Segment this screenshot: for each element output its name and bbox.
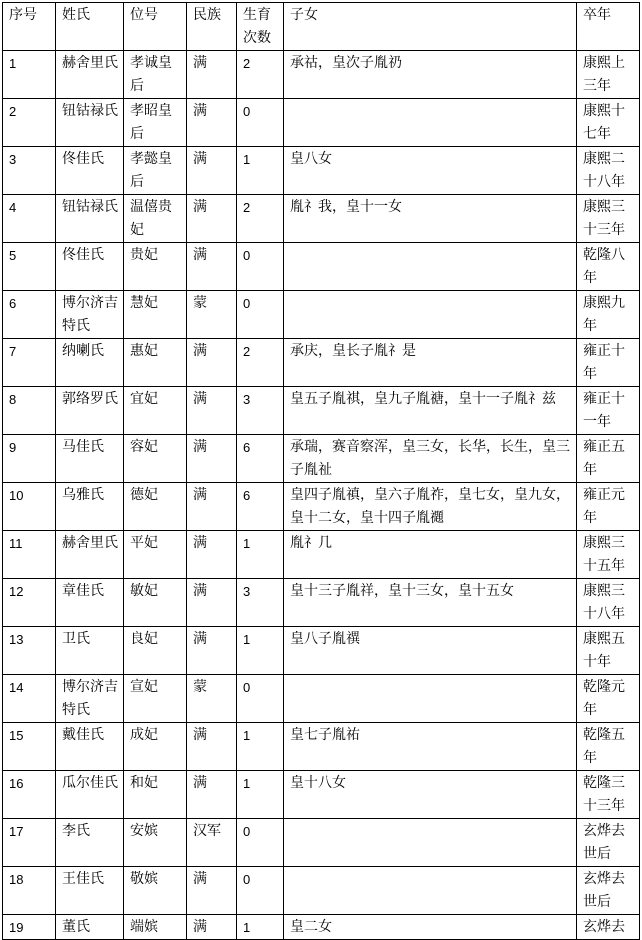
- cell-rank: 敬嫔: [124, 867, 187, 915]
- cell-no: 6: [3, 291, 56, 339]
- cell-surname: 董氏: [56, 915, 124, 940]
- cell-no: 11: [3, 531, 56, 579]
- cell-surname: 钮钴禄氏: [56, 195, 124, 243]
- cell-children: 皇四子胤禛，皇六子胤祚，皇七女，皇九女，皇十二女，皇十四子胤禵: [284, 483, 577, 531]
- cell-died: 康熙三十五年: [577, 531, 640, 579]
- cell-died: 玄烨去世后: [577, 867, 640, 915]
- cell-died: 康熙二十八年: [577, 147, 640, 195]
- cell-births: 1: [237, 915, 284, 940]
- cell-died: 雍正元年: [577, 483, 640, 531]
- table-row: [3, 387, 640, 435]
- cell-no: 4: [3, 195, 56, 243]
- cell-children: 承瑞，赛音察浑，皇三女，长华，长生，皇三子胤祉: [284, 435, 577, 483]
- cell-births: 0: [237, 819, 284, 867]
- cell-ethnicity: 满: [187, 627, 237, 675]
- cell-children: [284, 819, 577, 867]
- cell-no: 12: [3, 579, 56, 627]
- cell-children: 承祜，皇次子胤礽: [284, 51, 577, 99]
- cell-surname: 纳喇氏: [56, 339, 124, 387]
- header-rank: 位号: [124, 3, 187, 51]
- cell-ethnicity: 满: [187, 51, 237, 99]
- cell-children: [284, 99, 577, 147]
- cell-surname: 佟佳氏: [56, 243, 124, 291]
- cell-rank: 孝懿皇后: [124, 147, 187, 195]
- cell-births: 6: [237, 483, 284, 531]
- header-no: 序号: [3, 3, 56, 51]
- cell-died: 康熙三十八年: [577, 579, 640, 627]
- cell-died: 雍正十年: [577, 339, 640, 387]
- header-ethnicity: 民族: [187, 3, 237, 51]
- table-row: [3, 867, 640, 915]
- cell-rank: 孝诚皇后: [124, 51, 187, 99]
- table-row: [3, 51, 640, 99]
- cell-rank: 宣妃: [124, 675, 187, 723]
- header-births: 生育次数: [237, 3, 284, 51]
- cell-ethnicity: 蒙: [187, 291, 237, 339]
- cell-surname: 马佳氏: [56, 435, 124, 483]
- cell-births: 0: [237, 675, 284, 723]
- cell-rank: 容妃: [124, 435, 187, 483]
- cell-rank: 孝昭皇后: [124, 99, 187, 147]
- table-row: [3, 291, 640, 339]
- cell-ethnicity: 满: [187, 435, 237, 483]
- cell-no: 3: [3, 147, 56, 195]
- cell-died: 玄烨去: [577, 915, 640, 940]
- cell-surname: 瓜尔佳氏: [56, 771, 124, 819]
- cell-rank: 惠妃: [124, 339, 187, 387]
- cell-births: 3: [237, 579, 284, 627]
- cell-children: 承庆，皇长子胤礻是: [284, 339, 577, 387]
- table-row: [3, 771, 640, 819]
- cell-rank: 德妃: [124, 483, 187, 531]
- cell-surname: 李氏: [56, 819, 124, 867]
- cell-surname: 赫舍里氏: [56, 51, 124, 99]
- cell-no: 16: [3, 771, 56, 819]
- cell-surname: 戴佳氏: [56, 723, 124, 771]
- cell-births: 0: [237, 99, 284, 147]
- table-row: [3, 483, 640, 531]
- cell-no: 10: [3, 483, 56, 531]
- cell-rank: 宜妃: [124, 387, 187, 435]
- table-row: [3, 147, 640, 195]
- cell-ethnicity: 满: [187, 915, 237, 940]
- cell-births: 1: [237, 531, 284, 579]
- cell-surname: 郭络罗氏: [56, 387, 124, 435]
- cell-rank: 敏妃: [124, 579, 187, 627]
- cell-children: [284, 867, 577, 915]
- table-row: [3, 627, 640, 675]
- cell-ethnicity: 满: [187, 723, 237, 771]
- cell-ethnicity: 满: [187, 531, 237, 579]
- cell-died: 康熙九年: [577, 291, 640, 339]
- cell-children: [284, 291, 577, 339]
- cell-died: 康熙三十三年: [577, 195, 640, 243]
- cell-children: 皇十八女: [284, 771, 577, 819]
- header-children: 子女: [284, 3, 577, 51]
- cell-rank: 温僖贵妃: [124, 195, 187, 243]
- cell-no: 7: [3, 339, 56, 387]
- cell-died: 康熙上三年: [577, 51, 640, 99]
- cell-rank: 贵妃: [124, 243, 187, 291]
- cell-births: 1: [237, 723, 284, 771]
- cell-ethnicity: 满: [187, 387, 237, 435]
- table-row: [3, 339, 640, 387]
- header-died: 卒年: [577, 3, 640, 51]
- cell-children: 皇十三子胤祥，皇十三女，皇十五女: [284, 579, 577, 627]
- cell-died: 康熙五十年: [577, 627, 640, 675]
- table-row: [3, 579, 640, 627]
- cell-children: 胤礻我，皇十一女: [284, 195, 577, 243]
- cell-children: 皇五子胤祺，皇九子胤禟，皇十一子胤礻兹: [284, 387, 577, 435]
- cell-no: 19: [3, 915, 56, 940]
- cell-surname: 佟佳氏: [56, 147, 124, 195]
- cell-died: 雍正五年: [577, 435, 640, 483]
- cell-children: 胤礻几: [284, 531, 577, 579]
- cell-rank: 和妃: [124, 771, 187, 819]
- cell-children: [284, 243, 577, 291]
- cell-died: 玄烨去世后: [577, 819, 640, 867]
- cell-ethnicity: 满: [187, 483, 237, 531]
- cell-ethnicity: 汉军: [187, 819, 237, 867]
- table-row: [3, 723, 640, 771]
- cell-rank: 成妃: [124, 723, 187, 771]
- cell-children: 皇八女: [284, 147, 577, 195]
- consorts-table: [2, 2, 640, 940]
- cell-no: 8: [3, 387, 56, 435]
- header-surname: 姓氏: [56, 3, 124, 51]
- cell-births: 2: [237, 195, 284, 243]
- cell-rank: 端嫔: [124, 915, 187, 940]
- cell-no: 13: [3, 627, 56, 675]
- cell-died: 雍正十一年: [577, 387, 640, 435]
- cell-no: 17: [3, 819, 56, 867]
- cell-no: 9: [3, 435, 56, 483]
- cell-children: [284, 675, 577, 723]
- cell-surname: 赫舍里氏: [56, 531, 124, 579]
- table-row: [3, 195, 640, 243]
- cell-surname: 钮钴禄氏: [56, 99, 124, 147]
- cell-children: 皇二女: [284, 915, 577, 940]
- cell-ethnicity: 满: [187, 99, 237, 147]
- cell-births: 1: [237, 627, 284, 675]
- cell-ethnicity: 满: [187, 147, 237, 195]
- cell-died: 乾隆五年: [577, 723, 640, 771]
- cell-surname: 乌雅氏: [56, 483, 124, 531]
- cell-rank: 安嫔: [124, 819, 187, 867]
- table-row: [3, 819, 640, 867]
- cell-died: 康熙十七年: [577, 99, 640, 147]
- cell-no: 2: [3, 99, 56, 147]
- cell-no: 15: [3, 723, 56, 771]
- cell-no: 5: [3, 243, 56, 291]
- cell-ethnicity: 蒙: [187, 675, 237, 723]
- cell-births: 2: [237, 339, 284, 387]
- cell-ethnicity: 满: [187, 339, 237, 387]
- cell-births: 2: [237, 51, 284, 99]
- cell-ethnicity: 满: [187, 195, 237, 243]
- cell-rank: 慧妃: [124, 291, 187, 339]
- header-row: [3, 3, 640, 51]
- cell-ethnicity: 满: [187, 243, 237, 291]
- cell-ethnicity: 满: [187, 579, 237, 627]
- cell-surname: 卫氏: [56, 627, 124, 675]
- cell-births: 0: [237, 867, 284, 915]
- cell-births: 0: [237, 291, 284, 339]
- cell-surname: 博尔济吉特氏: [56, 291, 124, 339]
- table-row: [3, 531, 640, 579]
- cell-births: 6: [237, 435, 284, 483]
- cell-no: 1: [3, 51, 56, 99]
- cell-births: 1: [237, 771, 284, 819]
- cell-births: 3: [237, 387, 284, 435]
- cell-children: 皇七子胤祐: [284, 723, 577, 771]
- cell-no: 14: [3, 675, 56, 723]
- cell-ethnicity: 满: [187, 771, 237, 819]
- cell-rank: 平妃: [124, 531, 187, 579]
- cell-surname: 章佳氏: [56, 579, 124, 627]
- cell-died: 乾隆八年: [577, 243, 640, 291]
- cell-children: 皇八子胤禩: [284, 627, 577, 675]
- table-row: [3, 99, 640, 147]
- cell-rank: 良妃: [124, 627, 187, 675]
- cell-died: 乾隆三十三年: [577, 771, 640, 819]
- cell-births: 1: [237, 147, 284, 195]
- table-row: [3, 915, 640, 940]
- table-row: [3, 243, 640, 291]
- cell-ethnicity: 满: [187, 867, 237, 915]
- cell-surname: 王佳氏: [56, 867, 124, 915]
- table-row: [3, 435, 640, 483]
- cell-births: 0: [237, 243, 284, 291]
- cell-died: 乾隆元年: [577, 675, 640, 723]
- cell-surname: 博尔济吉特氏: [56, 675, 124, 723]
- cell-no: 18: [3, 867, 56, 915]
- table-row: [3, 675, 640, 723]
